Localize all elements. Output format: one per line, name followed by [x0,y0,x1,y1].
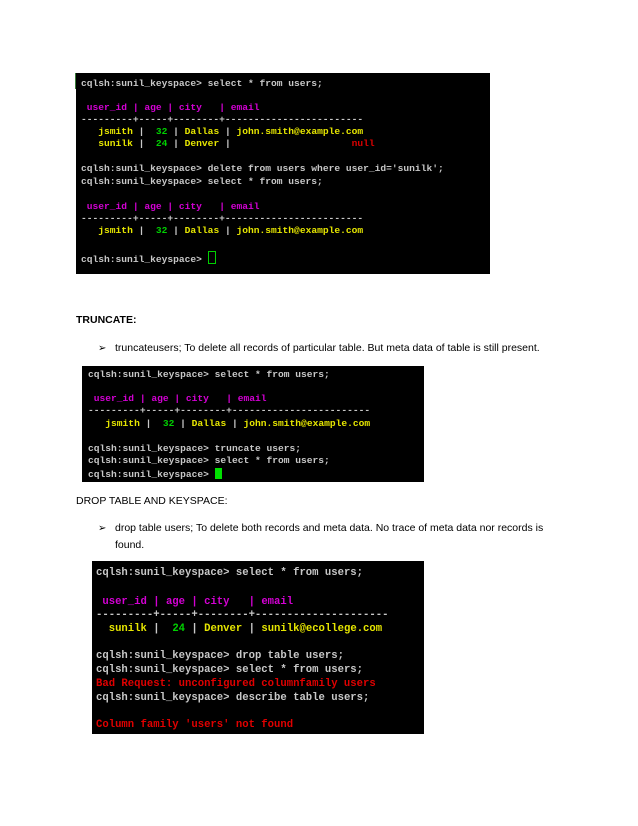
terminal-line [81,79,323,89]
bullet-item-drop [98,520,558,554]
cell-separator: | [167,138,185,149]
column-separator: | [146,596,166,608]
command: select * from users; [214,455,330,466]
cell-city: Denver [184,138,220,149]
cell-city: Dallas [191,418,227,429]
prompt: cqlsh:sunil_keyspace> [88,369,215,380]
cell-city: Denver [204,623,243,635]
column-header: age [144,102,162,113]
table-row [81,226,363,236]
column-header: email [261,596,294,608]
command: select * from users; [207,78,323,89]
terminal-line [96,665,363,676]
cell-age: 24 [172,623,186,635]
cell-age: 32 [162,418,175,429]
table-row [96,624,382,635]
column-separator: | [134,393,152,404]
section-heading-drop: DROP TABLE AND KEYSPACE: [76,495,228,507]
terminal-screenshot-truncate [82,366,424,482]
arrow-bullet-icon: ➢ [98,343,107,354]
command: describe table users; [235,692,370,704]
terminal-line [88,468,222,480]
cell-email: sunilk@ecollege.com [261,623,383,635]
cell-age: 24 [155,138,168,149]
table-rule: ---------+-----+--------+------------------------ [81,213,364,224]
row-padding [81,225,98,236]
terminal-line [96,651,344,662]
cell-email-null: null [351,138,375,149]
terminal-screenshot-delete [76,73,490,274]
cell-email: john.smith@example.com [236,225,364,236]
column-header: email [230,201,260,212]
cell-city: Dallas [184,126,220,137]
cell-separator: | [185,623,205,635]
prompt: cqlsh:sunil_keyspace> [88,455,215,466]
terminal-line [88,444,301,454]
terminal-line [81,251,216,265]
cursor-icon [208,251,216,264]
command: select * from users; [214,369,330,380]
column-header: city [178,102,202,113]
column-header: user_id [96,596,147,608]
cell-separator: | [139,418,163,429]
column-separator: | [127,102,145,113]
prompt: cqlsh:sunil_keyspace> [96,650,236,662]
cell-separator: | [167,126,185,137]
row-padding [81,126,98,137]
column-header: email [230,102,260,113]
prompt: cqlsh:sunil_keyspace> [88,469,215,480]
bullet-text: truncateusers; To delete all records of particular table. But meta data of table is still present. [115,342,540,354]
cell-separator: | [226,418,244,429]
section-heading-truncate: TRUNCATE: [76,314,137,326]
prompt: cqlsh:sunil_keyspace> [81,176,208,187]
column-header: user_id [81,201,128,212]
bullet-text-line-1: drop table users; To delete both records and meta data. No trace of meta data nor records is [115,522,544,534]
command: truncate users; [214,443,302,454]
terminal-line [88,456,330,466]
cell-email: john.smith@example.com [243,418,371,429]
cell-user-id: jsmith [105,418,140,429]
cell-separator: | [167,225,185,236]
cell-user-id: sunilk [98,138,133,149]
column-header: city [178,201,202,212]
table-row [81,139,375,149]
row-padding [81,138,98,149]
command: select * from users; [235,567,364,579]
cell-email: john.smith@example.com [236,126,364,137]
prompt: cqlsh:sunil_keyspace> [81,254,208,265]
prompt: cqlsh:sunil_keyspace> [81,163,208,174]
column-separator: | [161,201,179,212]
bullet-item-truncate [98,340,558,357]
table-header-row [96,597,293,608]
column-separator: | [127,201,145,212]
cell-user-id: jsmith [98,126,133,137]
command: delete from users where user_id='sunilk'; [207,163,444,174]
prompt: cqlsh:sunil_keyspace> [88,443,215,454]
cell-separator: | [132,138,156,149]
column-separator: | [208,393,238,404]
cell-separator: | [132,126,156,137]
cursor-icon [215,468,222,479]
command: select * from users; [207,176,323,187]
prompt: cqlsh:sunil_keyspace> [96,567,236,579]
cell-separator: | [219,138,352,149]
error-message: Column family 'users' not found [96,719,294,731]
row-padding [88,418,105,429]
column-separator: | [161,102,179,113]
table-rule: ---------+-----+--------+------------------------ [88,405,371,416]
terminal-line [96,568,363,579]
column-header: user_id [88,393,135,404]
table-row [88,419,370,429]
table-header-row [81,103,260,113]
table-header-row [88,394,267,404]
table-row [81,127,363,137]
column-separator: | [229,596,262,608]
column-header: age [144,201,162,212]
table-header-row [81,202,260,212]
column-separator: | [168,393,186,404]
cell-user-id: sunilk [108,623,147,635]
cell-separator: | [146,623,173,635]
column-separator: | [201,201,231,212]
column-header: age [151,393,169,404]
column-header: age [165,596,186,608]
terminal-screenshot-drop [92,561,424,734]
cell-separator: | [242,623,262,635]
cell-age: 32 [155,126,168,137]
arrow-bullet-icon: ➢ [98,523,107,534]
command: select * from users; [235,664,364,676]
terminal-line [81,177,323,187]
error-message: Bad Request: unconfigured columnfamily users [96,678,376,690]
prompt: cqlsh:sunil_keyspace> [96,692,236,704]
terminal-line [88,370,330,380]
row-padding [96,623,109,635]
bullet-text-line-2: found. [115,539,145,551]
column-separator: | [185,596,205,608]
cell-age: 32 [155,225,168,236]
column-header: city [185,393,209,404]
column-header: city [204,596,230,608]
terminal-line [96,693,369,704]
cell-user-id: jsmith [98,225,133,236]
cell-separator: | [219,126,237,137]
cell-separator: | [132,225,156,236]
column-header: user_id [81,102,128,113]
table-rule: ---------+-----+--------+------------------------ [81,114,364,125]
prompt: cqlsh:sunil_keyspace> [96,664,236,676]
command: drop table users; [235,650,344,662]
column-header: email [237,393,267,404]
terminal-line [81,164,444,174]
column-separator: | [201,102,231,113]
cell-separator: | [219,225,237,236]
prompt: cqlsh:sunil_keyspace> [81,78,208,89]
cell-city: Dallas [184,225,220,236]
table-rule: ---------+-----+--------+--------------------- [96,609,389,621]
cell-separator: | [174,418,192,429]
